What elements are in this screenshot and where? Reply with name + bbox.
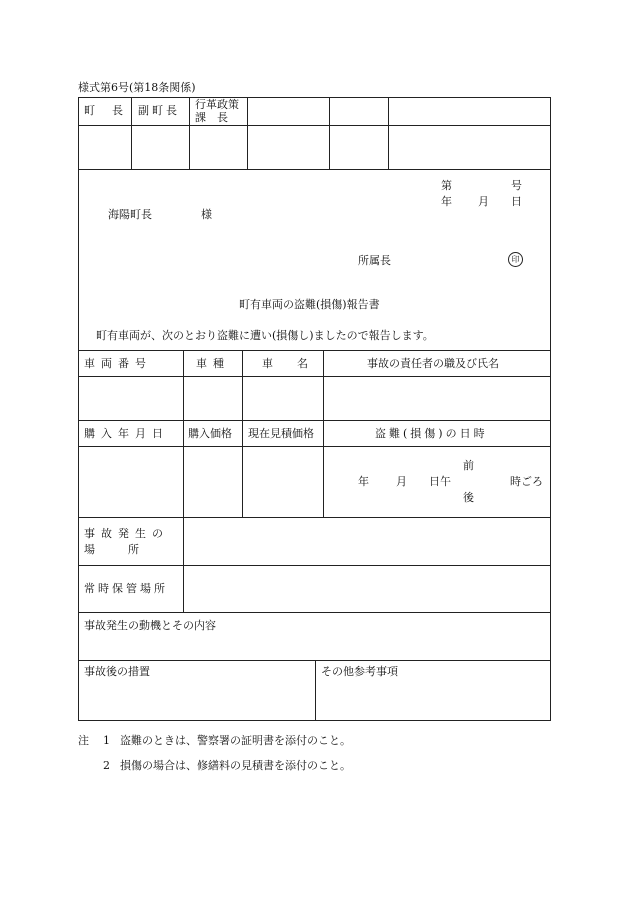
purchase-price-header: 購入価格 [188, 427, 232, 440]
col-line-location [183, 517, 184, 612]
report-form [78, 169, 551, 721]
addressee: 海陽町長 [108, 208, 152, 221]
other-label: その他参考事項 [321, 665, 398, 678]
row-line-3 [78, 420, 551, 421]
intro-text: 町有車両が、次のとおり盗難に遭い(損傷し)ましたので報告します。 [96, 329, 434, 342]
dept-head-label: 所属長 [358, 254, 391, 267]
approval-col-4 [329, 97, 330, 170]
row-line-5 [78, 517, 551, 518]
town-mayor-label: 町 長 [84, 104, 126, 117]
location-label-2: 場 所 [84, 543, 139, 556]
date-month: 月 [478, 195, 489, 208]
form-title: 様式第6号(第18条関係) [78, 81, 196, 94]
purchase-date-header: 購入年月日 [84, 427, 169, 440]
am-label: 前 [463, 459, 474, 472]
col-line-2 [242, 350, 243, 517]
approval-col-1 [131, 97, 132, 170]
note-1-number: 1 [103, 734, 110, 747]
row-line-7 [78, 612, 551, 613]
approval-divider [78, 125, 551, 126]
approval-col-3 [247, 97, 248, 170]
report-title: 町有車両の盗難(損傷)報告書 [239, 298, 380, 311]
location-label-1: 事故発生の [84, 527, 169, 540]
approval-col-2 [189, 97, 190, 170]
row-line-1 [78, 350, 551, 351]
motive-label: 事故発生の動機とその内容 [84, 619, 216, 632]
dt-day: 日午 [429, 475, 451, 488]
row-line-4 [78, 446, 551, 447]
dt-year: 年 [358, 475, 369, 488]
row-line-6 [78, 565, 551, 566]
date-year: 年 [441, 195, 452, 208]
pm-label: 後 [463, 491, 474, 504]
measures-label: 事故後の措置 [84, 665, 150, 678]
current-value-header: 現在見積価格 [248, 427, 314, 440]
note-1-text: 盗難のときは、警察署の証明書を添付のこと。 [120, 734, 351, 747]
dt-time: 時ごろ [510, 475, 543, 488]
dt-month: 月 [396, 475, 407, 488]
col-line-3 [323, 350, 324, 517]
approval-col-5 [388, 97, 389, 170]
vehicle-type-header: 車種 [196, 357, 230, 370]
note-2-text: 損傷の場合は、修繕料の見積書を添付のこと。 [120, 759, 351, 772]
section-chief-label-2: 課 長 [195, 111, 228, 124]
responsible-header: 事故の責任者の職及び氏名 [367, 357, 499, 370]
section-chief-label-1: 行革政策 [195, 98, 239, 111]
col-line-1 [183, 350, 184, 517]
vehicle-name-header: 車名 [262, 357, 332, 370]
note-2-number: 2 [103, 759, 110, 772]
col-line-bottom [315, 660, 316, 721]
seal-mark: 印 [508, 252, 523, 267]
storage-label: 常時保管場所 [84, 582, 168, 595]
number-suffix: 号 [511, 179, 522, 192]
deputy-mayor-label: 副町長 [138, 104, 180, 117]
vehicle-number-header: 車両番号 [84, 357, 152, 370]
notes-prefix: 注 [78, 734, 89, 747]
honorific: 様 [201, 208, 212, 221]
theft-datetime-header: 盗難(損傷)の日時 [375, 427, 488, 440]
number-label: 第 [441, 179, 452, 192]
row-line-2 [78, 376, 551, 377]
date-day: 日 [511, 195, 522, 208]
